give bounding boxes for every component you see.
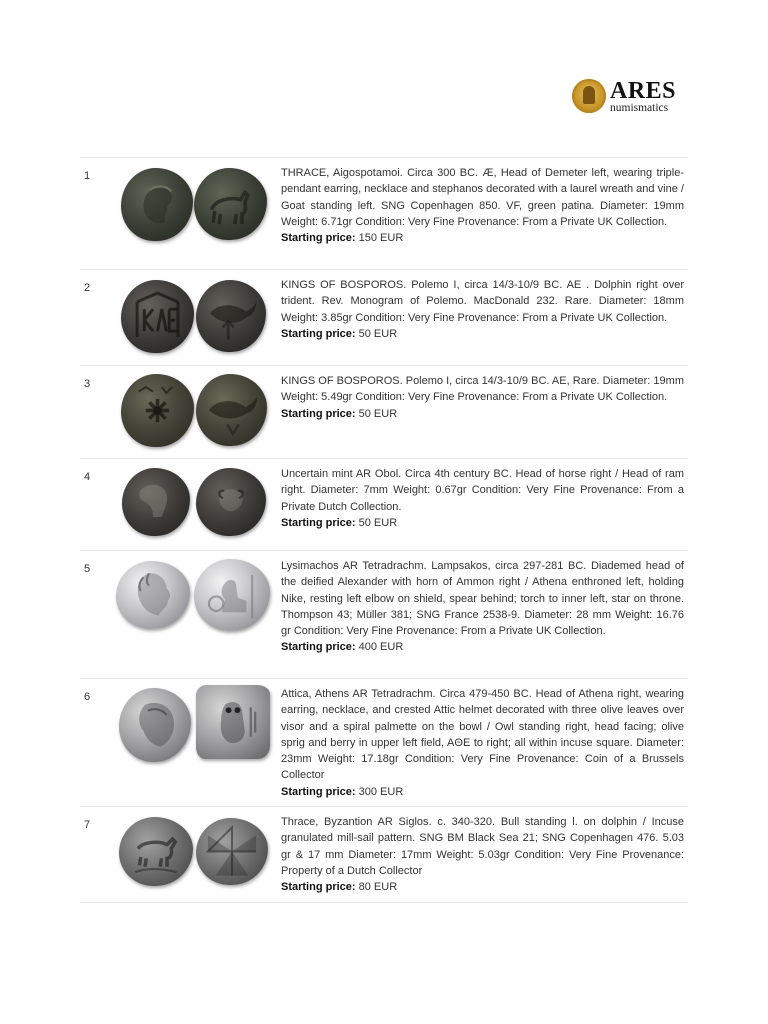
lot-description: Attica, Athens AR Tetradrachm. Circa 479-450 BC. Head of Athena right, wearing earring, necklace, and crested Attic helmet decorated with three olive leaves over visor and a spiral palmette on the bowl / Owl standing right, head facing; olive sprig and berry in upper left field, AΘE to right; all within incuse square. Diameter: 23mm Weight: 17.18gr Condition: Very Fine Provenance: Coin of a Brussels Collector [281, 688, 684, 782]
starting-price [281, 639, 684, 655]
coin-photos [116, 459, 274, 550]
lot-description: KINGS OF BOSPOROS. Polemo I, circa 14/3-10/9 BC. AE, Rare. Diameter: 19mm Weight: 5.49gr Condition: Very Fine Provenance: From a Private UK Collection. [281, 375, 684, 404]
lot-number: 5 [84, 563, 91, 575]
coin-photos [116, 551, 274, 678]
lot-number: 7 [84, 819, 91, 831]
price-value: 50 EUR [358, 327, 398, 340]
lot-description: Uncertain mint AR Obol. Circa 4th century BC. Head of horse right / Head of ram right. Diameter: 7mm Weight: 0.67gr Condition: Very Fine Provenance: From a Private Dutch Collection. [281, 468, 684, 513]
lot-row [80, 459, 688, 551]
coin-reverse-image [196, 685, 270, 759]
coin-reverse-image [196, 468, 266, 536]
lot-row [80, 366, 688, 459]
lot-description-block [281, 466, 684, 531]
price-label: Starting price: [281, 516, 356, 529]
lot-number: 2 [84, 282, 91, 294]
coin-obverse-image [121, 168, 193, 241]
coin-photos [116, 270, 274, 365]
lot-description-block [281, 277, 684, 342]
lot-number: 1 [84, 170, 91, 182]
lot-description-block [281, 373, 684, 422]
lot-description-block [281, 814, 684, 895]
lot-row [80, 807, 688, 903]
coin-reverse-image [196, 280, 266, 352]
starting-price [281, 326, 684, 342]
lot-number: 4 [84, 471, 91, 483]
lot-description-block [281, 686, 684, 800]
lot-row [80, 270, 688, 366]
lot-number: 6 [84, 691, 91, 703]
price-value: 400 EUR [358, 641, 404, 654]
price-value: 300 EUR [358, 785, 404, 798]
lot-description: Thrace, Byzantion AR Siglos. c. 340-320. Bull standing l. on dolphin / Incuse granulated mill-sail pattern. SNG BM Black Sea 21; SNG Copenhagen 476. 5.03 gr & 17 mm Diameter: 17mm Weight: 5.03gr Condition: Very Fine Provenance: Property of a Dutch Collector [281, 816, 684, 877]
brand-subtitle: numismatics [610, 102, 669, 114]
price-value: 50 EUR [358, 516, 398, 529]
price-label: Starting price: [281, 641, 356, 654]
coin-reverse-image [196, 818, 268, 885]
price-label: Starting price: [281, 232, 356, 245]
coin-photos [116, 366, 274, 458]
starting-price [281, 515, 684, 531]
starting-price [281, 784, 684, 800]
lot-description: Lysimachos AR Tetradrachm. Lampsakos, circa 297-281 BC. Diademed head of the deified Alexander with horn of Ammon right / Athena enthroned left, holding Nike, resting left elbow on shield, spear behind; torch to inner left, star on throne. Thompson 43; Müller 381; SNG France 2538-9. Diameter: 28 mm Weight: 16.76 gr Condition: Very Fine Provenance: From a Private UK Collection. [281, 560, 684, 638]
coin-obverse-image [122, 468, 190, 536]
price-value: 50 EUR [358, 407, 398, 420]
price-label: Starting price: [281, 881, 356, 894]
lot-description: THRACE, Aigospotamoi. Circa 300 BC. Æ, Head of Demeter left, wearing triple-pendant earring, necklace and stephanos decorated with a laurel wreath and vine / Goat standing left. SNG Copenhagen 850. VF, green patina. Diameter: 19mm Weight: 6.71gr Condition: Very Fine Provenance: From a Private UK Collection. [281, 167, 684, 228]
starting-price [281, 879, 684, 895]
coin-reverse-image [194, 559, 270, 631]
starting-price [281, 406, 684, 422]
price-value: 150 EUR [358, 232, 404, 245]
lot-number: 3 [84, 378, 91, 390]
coin-obverse-image [121, 280, 194, 353]
coin-obverse-image [119, 817, 193, 886]
coin-photos [116, 679, 274, 806]
lot-row [80, 551, 688, 679]
coin-reverse-image [194, 168, 267, 240]
coin-obverse-image [121, 374, 194, 447]
lot-description-block [281, 558, 684, 656]
lot-row [80, 158, 688, 270]
lot-description: KINGS OF BOSPOROS. Polemo I, circa 14/3-10/9 BC. AE . Dolphin right over trident. Rev. Monogram of Polemo. MacDonald 232. Rare. Diameter: 18mm Weight: 3.85gr Condition: Very Fine Provenance: From a Private UK Collection. [281, 279, 684, 324]
ares-numismatics-logo [572, 79, 682, 115]
lot-row [80, 679, 688, 807]
lot-description-block [281, 165, 684, 246]
price-label: Starting price: [281, 407, 356, 420]
spartan-helmet-icon [572, 79, 606, 113]
price-value: 80 EUR [358, 881, 398, 894]
coin-obverse-image [116, 561, 190, 629]
price-label: Starting price: [281, 327, 356, 340]
coin-photos [116, 807, 274, 902]
coin-obverse-image [119, 688, 191, 762]
brand-name: ARES [610, 78, 677, 104]
coin-reverse-image [196, 374, 267, 446]
starting-price [281, 230, 684, 246]
price-label: Starting price: [281, 785, 356, 798]
lot-list [80, 157, 688, 903]
coin-photos [116, 158, 274, 269]
